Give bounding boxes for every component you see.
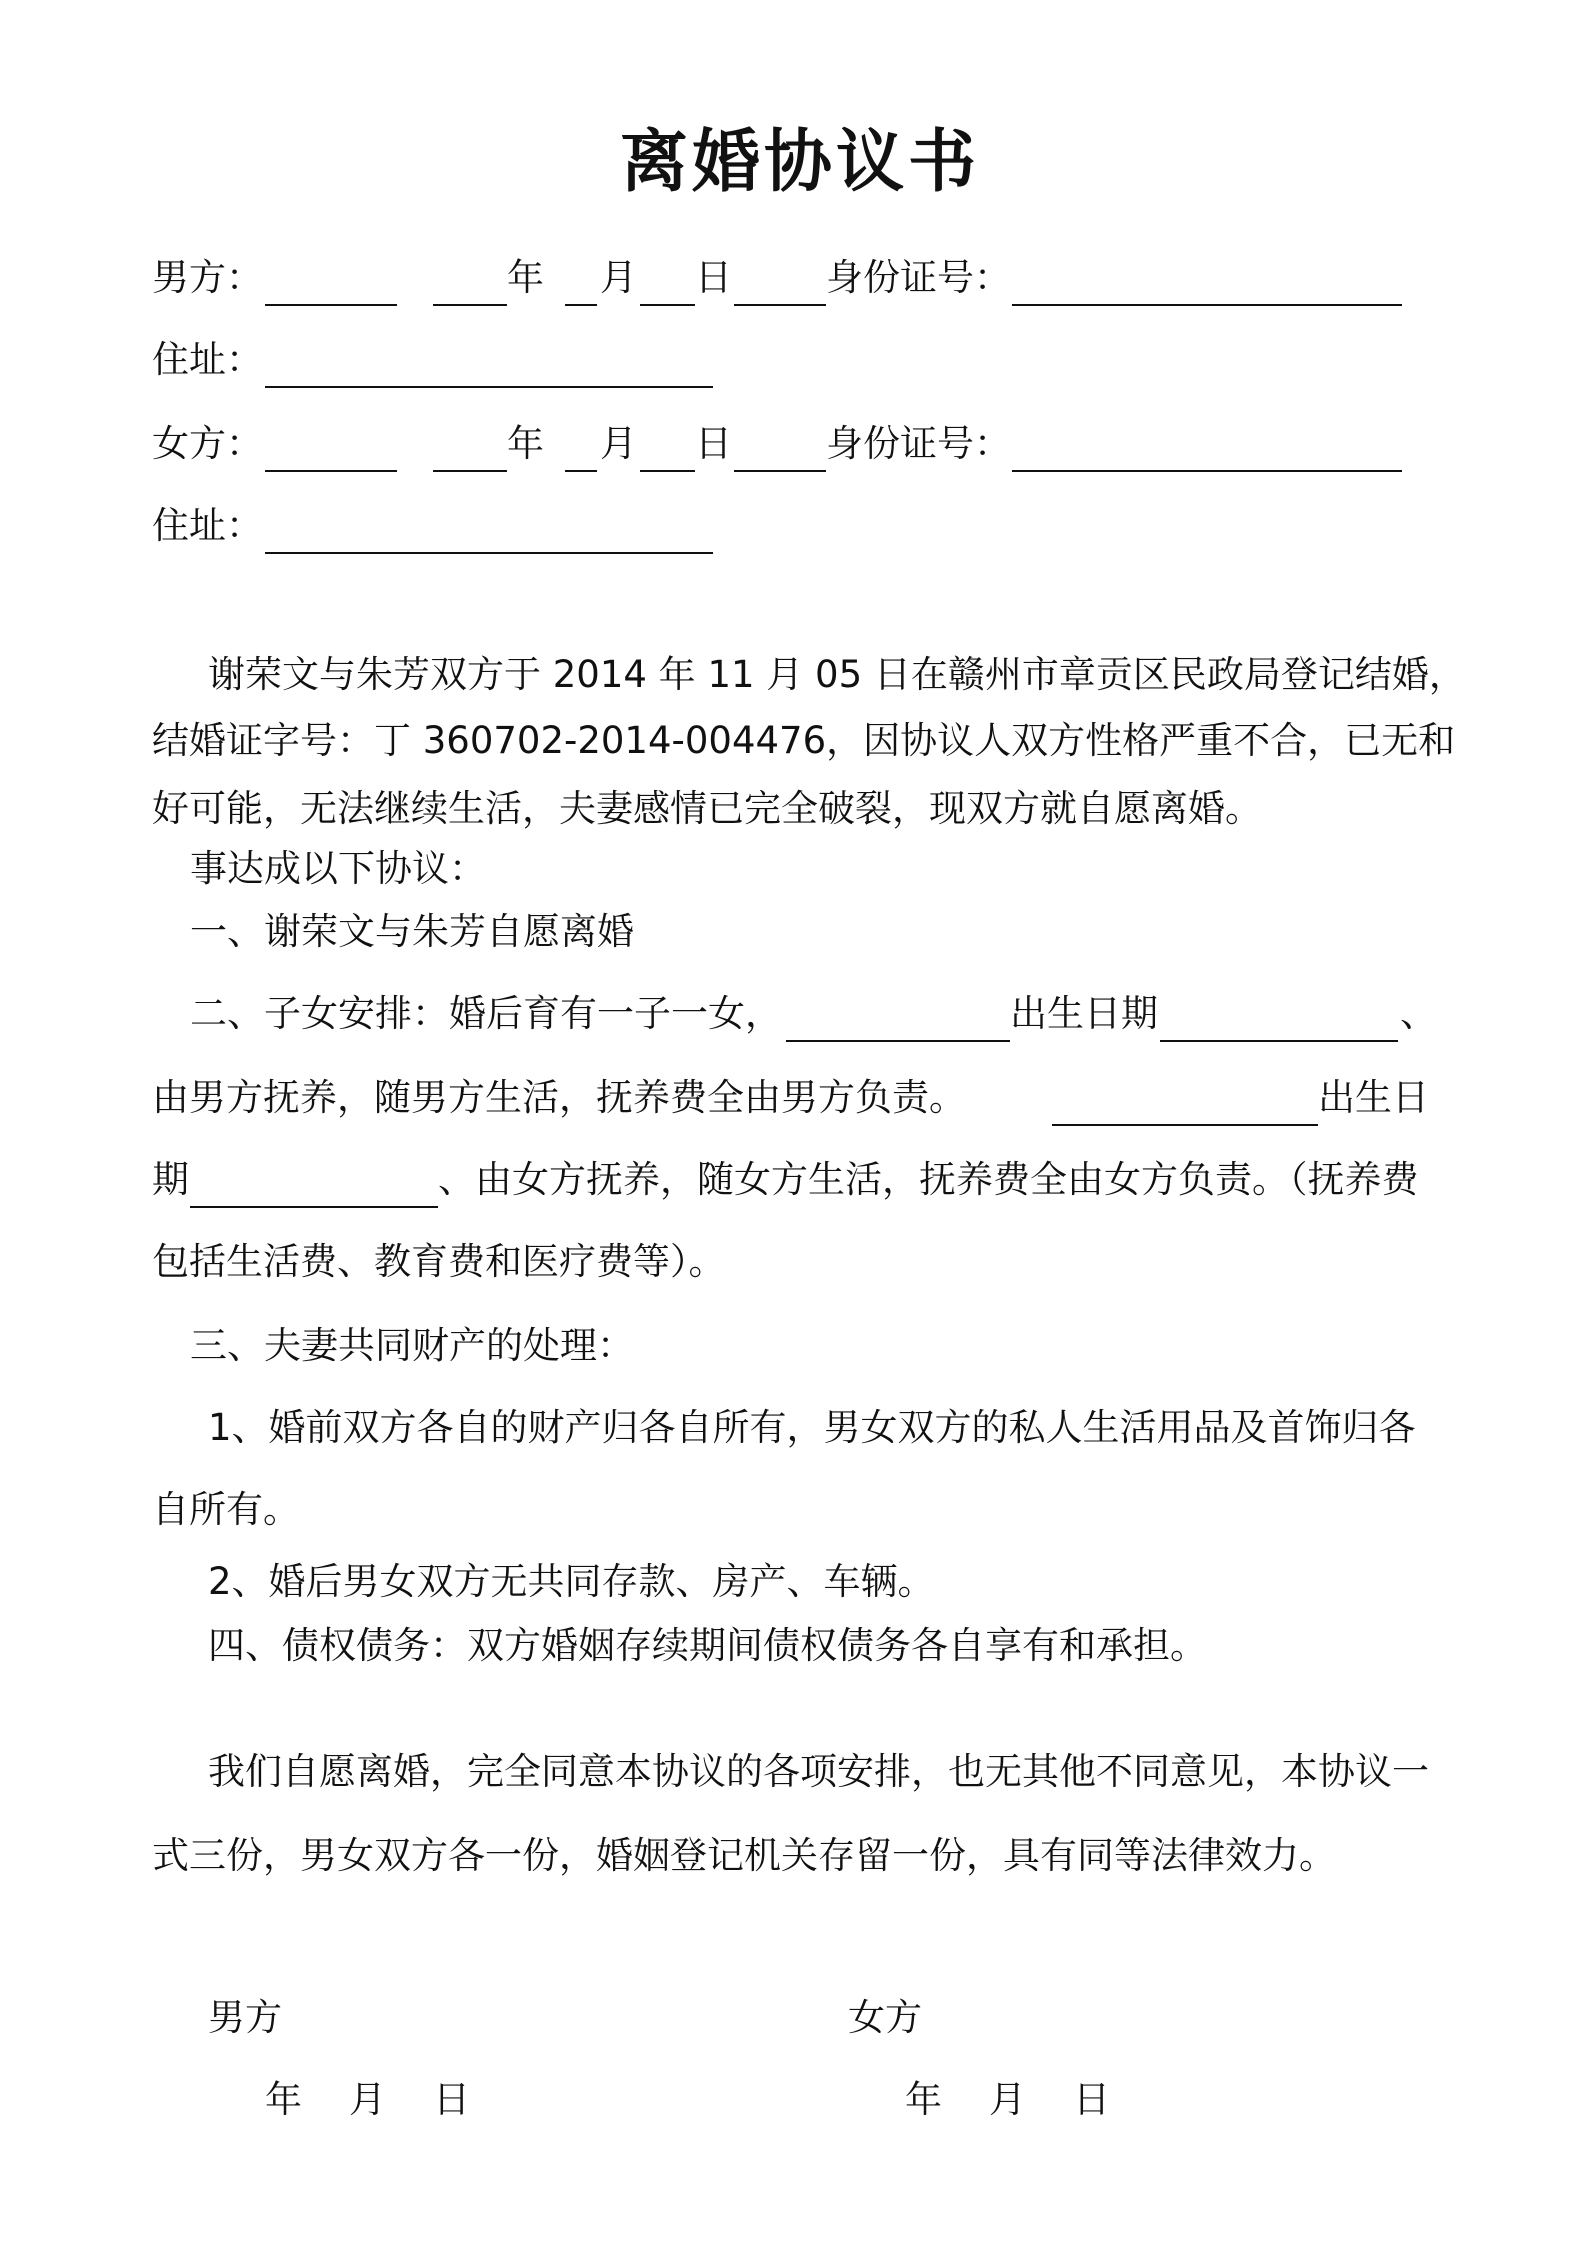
clause-2-line-1b: 出生日期 [1010, 992, 1158, 1035]
female-month-label: 月 [600, 422, 637, 465]
male-signature-date: 年 月 日 [265, 2078, 471, 2121]
female-name-blank [265, 470, 397, 472]
male-signature-label: 男方 [208, 1996, 282, 2039]
clause-3-2: 2、婚后男女双方无共同存款、房产、车辆。 [208, 1560, 935, 1603]
male-day-trailing-blank [734, 304, 826, 306]
clause-2-line-4: 包括生活费、教育费和医疗费等）。 [152, 1240, 726, 1283]
male-month-blank [565, 304, 597, 306]
female-signature-label: 女方 [848, 1996, 922, 2039]
paragraph-1-line-2: 结婚证字号：丁 360702-2014-004476，因协议人双方性格严重不合，已无和 [152, 719, 1456, 762]
clause-3-1-line-2: 自所有。 [152, 1488, 300, 1531]
closing-line-2: 式三份，男女双方各一份，婚姻登记机关存留一份，具有同等法律效力。 [152, 1834, 1336, 1877]
paragraph-2: 事达成以下协议： [190, 847, 486, 890]
clause-3: 三、夫妻共同财产的处理： [190, 1324, 634, 1367]
female-day-label: 日 [695, 422, 732, 465]
male-address-label: 住址： [152, 338, 263, 381]
male-month-label: 月 [600, 256, 637, 299]
male-year-label: 年 [507, 256, 544, 299]
female-id-blank [1012, 470, 1402, 472]
clause-1: 一、谢荣文与朱芳自愿离婚 [190, 910, 634, 953]
clause-3-1-line-1: 1、婚前双方各自的财产归各自所有，男女双方的私人生活用品及首饰归各 [208, 1406, 1416, 1449]
clause-2-line-1c: 、 [1400, 992, 1437, 1035]
female-day-trailing-blank [734, 470, 826, 472]
male-id-label: 身份证号： [826, 256, 1011, 299]
male-day-blank [640, 304, 695, 306]
female-signature-date: 年 月 日 [905, 2078, 1111, 2121]
clause-2-line-3b: 、由女方抚养，随女方生活，抚养费全由女方负责。（抚养费 [438, 1158, 1419, 1201]
clause-2-line-1a: 二、子女安排：婚后育有一子一女， [190, 992, 782, 1035]
child-2-name-blank [1052, 1124, 1318, 1126]
female-address-blank [265, 552, 713, 554]
female-day-blank [640, 470, 695, 472]
clause-4: 四、债权债务：双方婚姻存续期间债权债务各自享有和承担。 [208, 1624, 1207, 1667]
male-label: 男方： [152, 256, 263, 299]
male-id-blank [1012, 304, 1402, 306]
clause-2-line-3a: 期 [152, 1158, 189, 1201]
document-title: 离婚协议书 [620, 123, 981, 202]
female-month-blank [565, 470, 597, 472]
male-name-blank [265, 304, 397, 306]
female-year-blank [433, 470, 507, 472]
female-id-label: 身份证号： [826, 422, 1011, 465]
male-address-blank [265, 386, 713, 388]
paragraph-1-line-1: 谢荣文与朱芳双方于 2014 年 11 月 05 日在赣州市章贡区民政局登记结婚， [208, 653, 1466, 696]
female-label: 女方： [152, 422, 263, 465]
female-year-label: 年 [507, 422, 544, 465]
male-year-blank [433, 304, 507, 306]
child-1-name-blank [786, 1040, 1010, 1042]
closing-line-1: 我们自愿离婚，完全同意本协议的各项安排，也无其他不同意见，本协议一 [208, 1750, 1429, 1793]
clause-2-line-2b: 出生日 [1318, 1076, 1429, 1119]
paragraph-1-line-3: 好可能，无法继续生活，夫妻感情已完全破裂，现双方就自愿离婚。 [152, 787, 1262, 830]
child-1-birthdate-blank [1160, 1040, 1398, 1042]
male-day-label: 日 [695, 256, 732, 299]
clause-2-line-2a: 由男方抚养，随男方生活，抚养费全由男方负责。 [152, 1076, 966, 1119]
child-2-birthdate-blank [190, 1206, 438, 1208]
female-address-label: 住址： [152, 504, 263, 547]
